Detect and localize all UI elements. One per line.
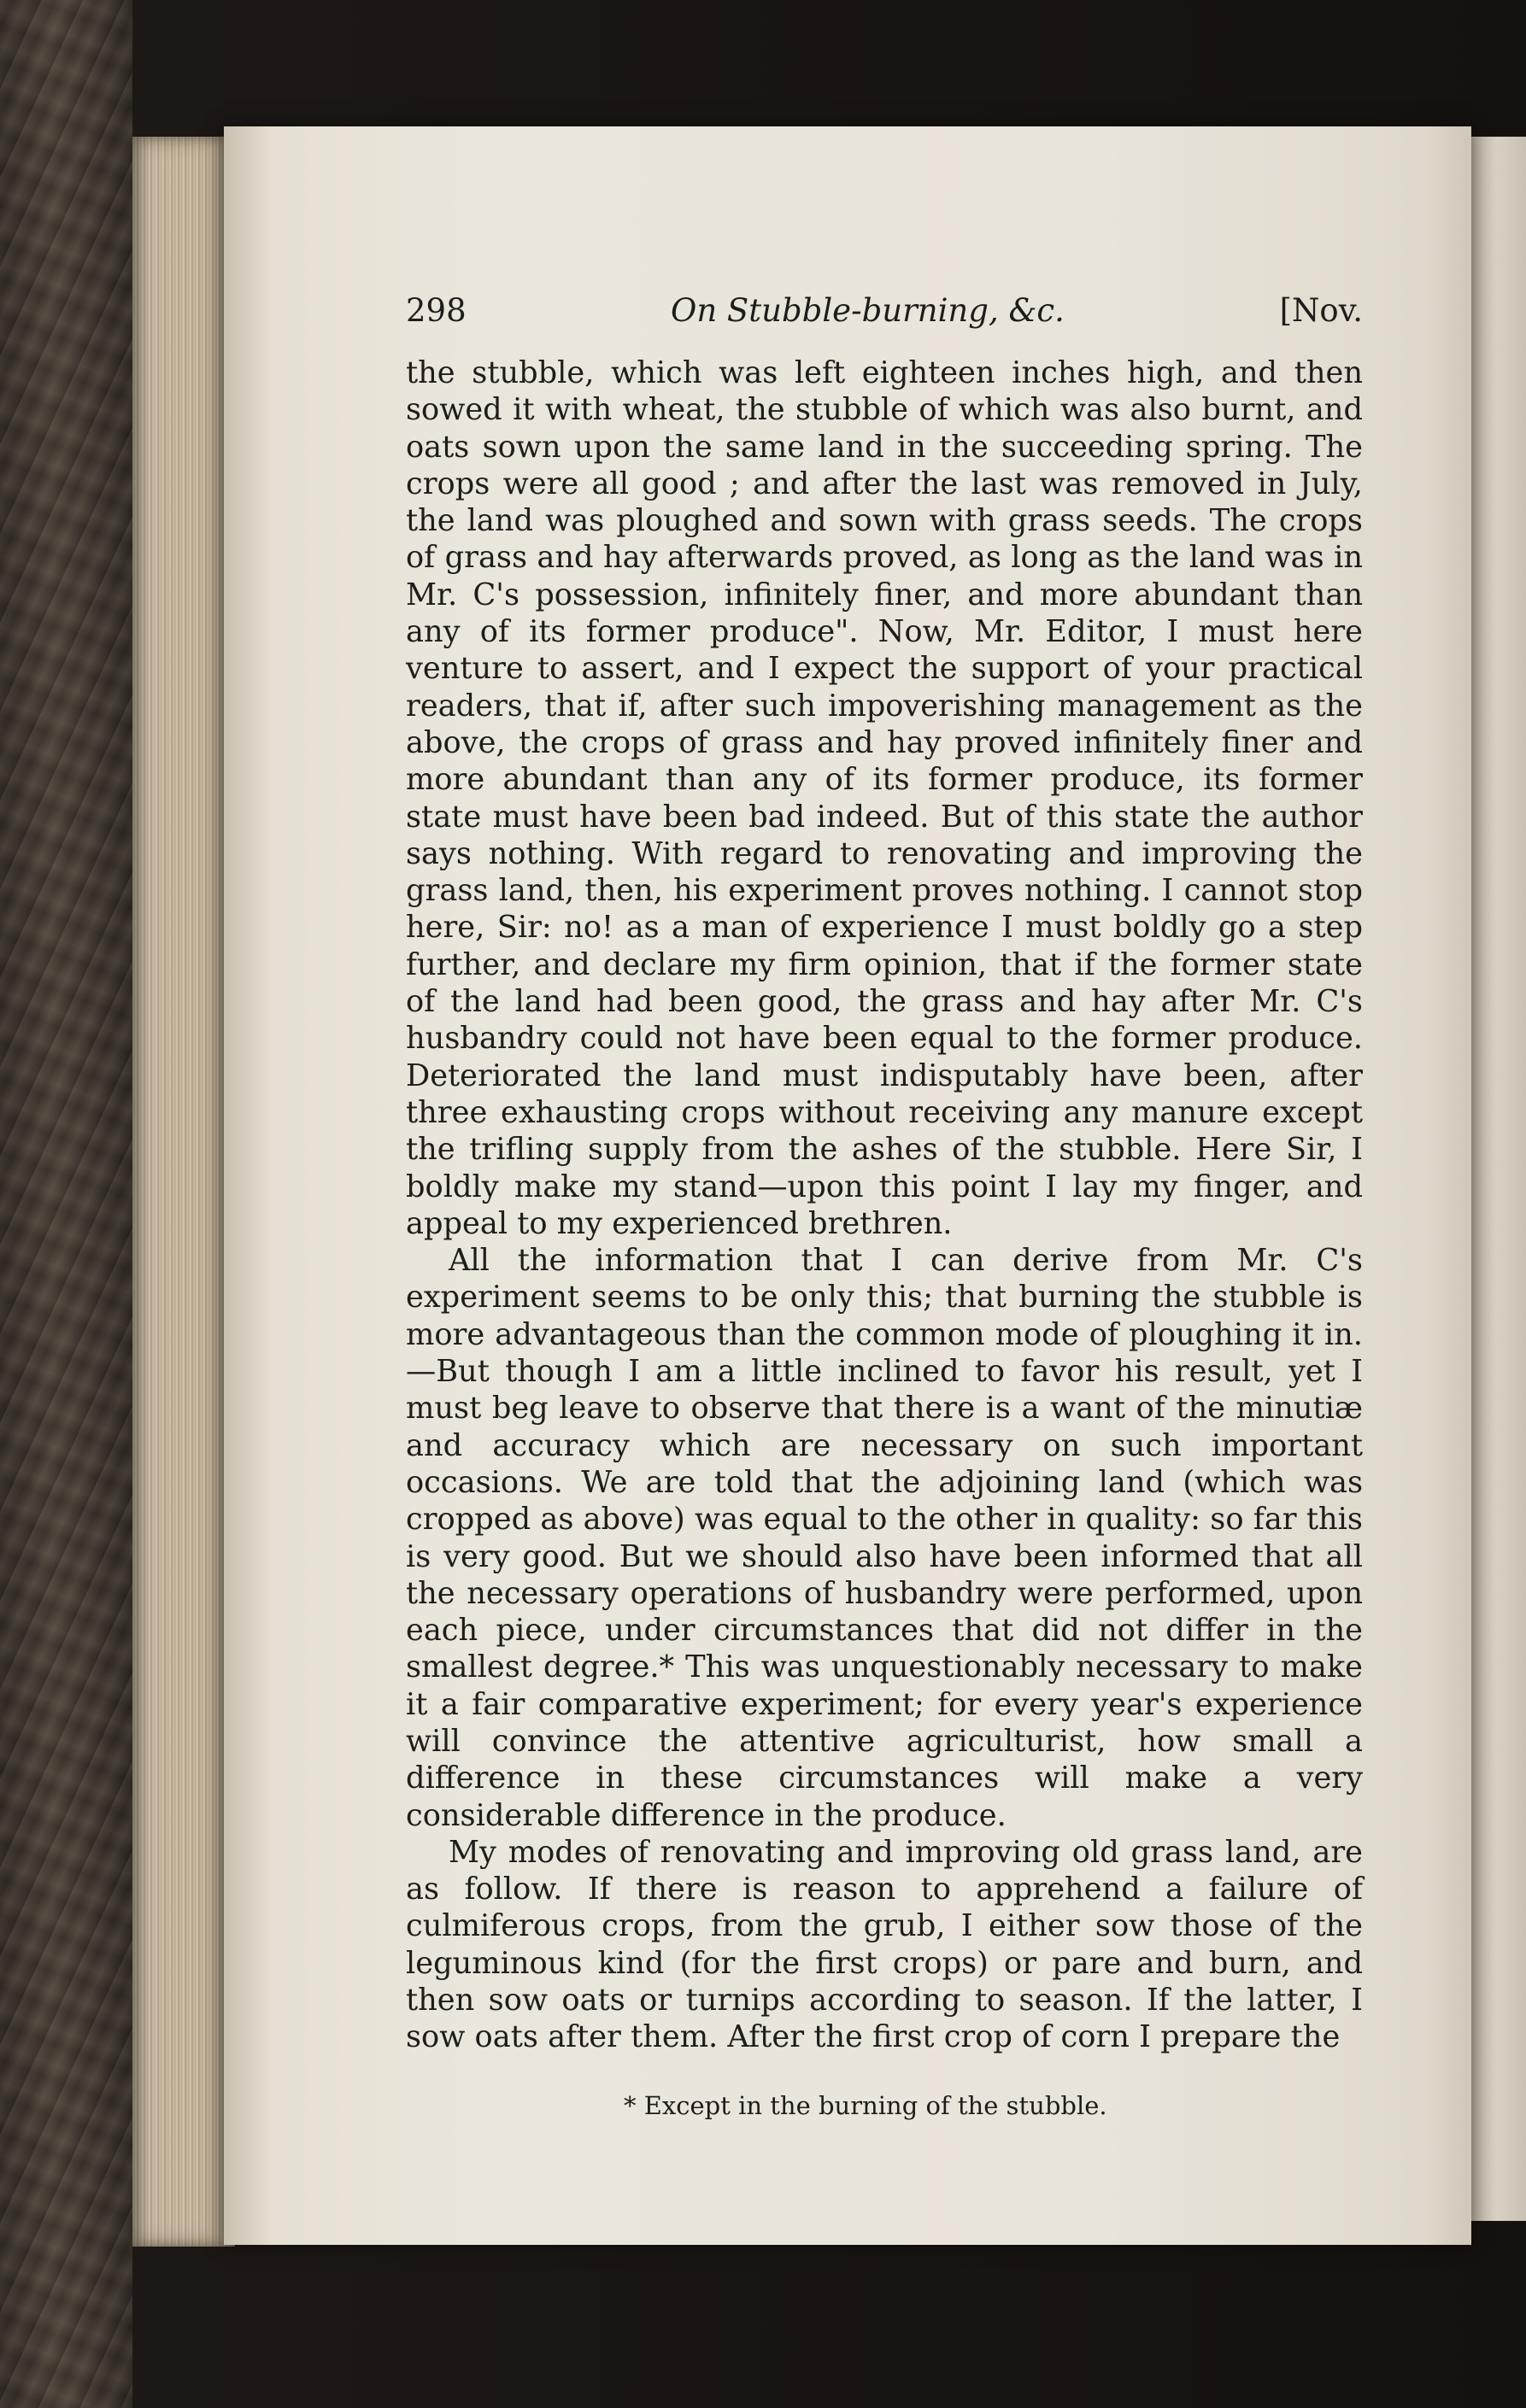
marbled-cover <box>0 0 132 2408</box>
running-head <box>406 286 1363 336</box>
running-title: On Stubble-burning, &c. <box>671 292 1065 329</box>
running-month: [Nov. <box>1279 292 1363 329</box>
page-edges <box>132 137 235 2247</box>
next-page-edge <box>1471 137 1526 2221</box>
page-text-block <box>406 286 1363 2123</box>
paragraph: the stubble, which was left eighteen inches high, and then sowed it with wheat, the stubble of which was also burnt, and oats sown upon the same land in the succeeding spring. The crops were all good ; and after the last was removed in July, the land was ploughed and sown with grass seeds. The crops of grass and hay afterwards proved, as long as the land was in Mr. C's possession, infinitely finer, and more abundant than any of its former produce". Now, Mr. Editor, I must here venture to assert, and I expect the support of your practical readers, that if, after such impoverishing management as the above, the crops of grass and hay proved infinitely finer and more abundant than any of its former produce, its former state must have been bad indeed. But of this state the author says nothing. With regard to renovating and improving the grass land, then, his experiment proves nothing. I cannot stop here, Sir: no! as a man of experience I must boldly go a step further, and declare my firm opinion, that if the former state of the land had been good, the grass and hay after Mr. C's husbandry could not have been equal to the former produce. Deteriorated the land must indisputably have been, after three exhausting crops without receiving any manure except the trifling supply from the ashes of the stubble. Here Sir, I boldly make my stand—upon this point I lay my finger, and appeal to my experienced brethren. <box>406 355 1363 1241</box>
paragraph: My modes of renovating and improving old grass land, are as follow. If there is reason to apprehend a failure of culmiferous crops, from the grub, I either sow those of the leguminous kind (for the first crops) or pare and burn, and then sow oats or turnips according to season. If the latter, I sow oats after them. After the first crop of corn I prepare the <box>406 1834 1363 2055</box>
paragraph: All the information that I can derive from Mr. C's experiment seems to be only this; that burning the stubble is more advantageous than the common mode of ploughing it in.—But though I am a little inclined to favor his result, yet I must beg leave to observe that there is a want of the minutiæ and accuracy which are necessary on such important occasions. We are told that the adjoining land (which was cropped as above) was equal to the other in quality: so far this is very good. But we should also have been informed that all the necessary operations of husbandry were performed, upon each piece, under circumstances that did not differ in the smallest degree.* This was unquestionably necessary to make it a fair comparative experiment; for every year's experience will convince the attentive agriculturist, how small a difference in these circumstances will make a very considerable difference in the produce. <box>406 1243 1363 1833</box>
page-number: 298 <box>406 292 467 329</box>
body-text <box>406 354 1363 2056</box>
footnote: * Except in the burning of the stubble. <box>624 2090 1107 2120</box>
